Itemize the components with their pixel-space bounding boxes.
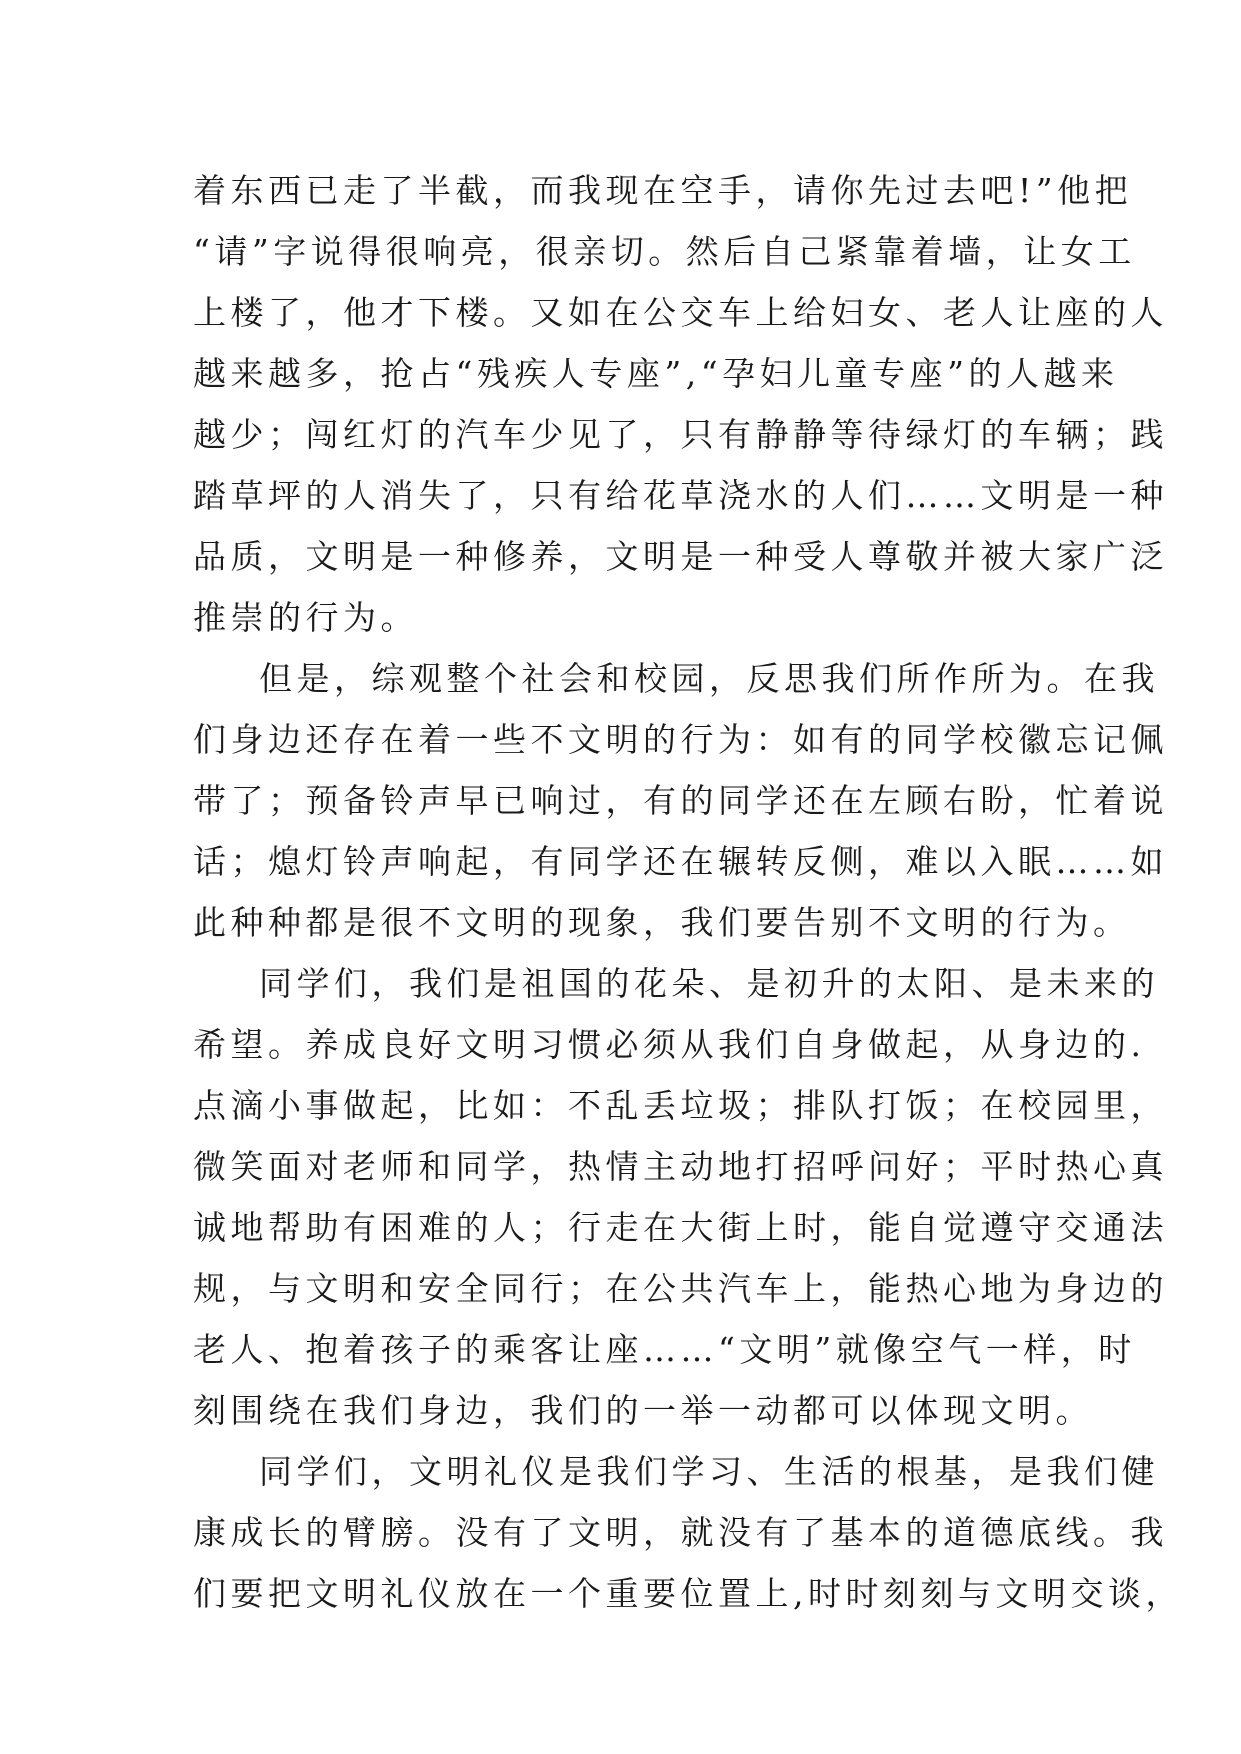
paragraph-3 bbox=[193, 953, 1168, 1441]
text-line: 希望。养成良好文明习惯必须从我们自身做起，从身边的. bbox=[193, 1025, 1146, 1064]
paragraph-4 bbox=[193, 1441, 1183, 1624]
paragraph-2 bbox=[193, 648, 1168, 953]
text-line: 们要把文明礼仪放在一个重要位置上,时时刻刻与文明交谈， bbox=[193, 1574, 1183, 1613]
text-line: 越来越多，抢占“残疾人专座”,“孕妇儿童专座”的人越来 bbox=[193, 354, 1119, 393]
text-line: 老人、抱着孩子的乘客让座……“文明”就像空气一样，时 bbox=[193, 1330, 1136, 1369]
text-line: 推崇的行为。 bbox=[193, 598, 418, 637]
text-line: 刻围绕在我们身边，我们的一举一动都可以体现文明。 bbox=[193, 1391, 1093, 1430]
text-line-first: 同学们，我们是祖国的花朵、是初升的太阳、是未来的 bbox=[259, 964, 1159, 1003]
text-line: “请”字说得很响亮，很亲切。然后自己紧靠着墙，让女工 bbox=[193, 232, 1136, 271]
text-line: 踏草坪的人消失了，只有给花草浇水的人们……文明是一种 bbox=[193, 476, 1168, 515]
text-line: 话；熄灯铃声响起，有同学还在辗转反侧，难以入眠……如 bbox=[193, 842, 1168, 881]
document-body bbox=[193, 160, 1183, 1624]
text-line: 们身边还存在着一些不文明的行为：如有的同学校徽忘记佩 bbox=[193, 720, 1168, 759]
paragraph-1 bbox=[193, 160, 1168, 648]
text-line: 微笑面对老师和同学，热情主动地打招呼问好；平时热心真 bbox=[193, 1147, 1168, 1186]
text-line-first: 同学们，文明礼仪是我们学习、生活的根基，是我们健 bbox=[259, 1452, 1159, 1491]
text-line-first: 但是，综观整个社会和校园，反思我们所作所为。在我 bbox=[259, 659, 1159, 698]
text-line: 品质，文明是一种修养，文明是一种受人尊敬并被大家广泛 bbox=[193, 537, 1168, 576]
text-line: 带了；预备铃声早已响过，有的同学还在左顾右盼，忙着说 bbox=[193, 781, 1168, 820]
text-line: 诚地帮助有困难的人；行走在大街上时，能自觉遵守交通法 bbox=[193, 1208, 1168, 1247]
text-line: 上楼了，他才下楼。又如在公交车上给妇女、老人让座的人 bbox=[193, 293, 1168, 332]
text-line: 点滴小事做起，比如：不乱丢垃圾；排队打饭；在校园里， bbox=[193, 1086, 1168, 1125]
text-line: 越少；闯红灯的汽车少见了，只有静静等待绿灯的车辆；践 bbox=[193, 415, 1168, 454]
text-line: 康成长的臂膀。没有了文明，就没有了基本的道德底线。我 bbox=[193, 1513, 1168, 1552]
text-line: 着东西已走了半截，而我现在空手，请你先过去吧!”他把 bbox=[193, 171, 1133, 210]
text-line: 规，与文明和安全同行；在公共汽车上，能热心地为身边的 bbox=[193, 1269, 1168, 1308]
text-line: 此种种都是很不文明的现象，我们要告别不文明的行为。 bbox=[193, 903, 1131, 942]
